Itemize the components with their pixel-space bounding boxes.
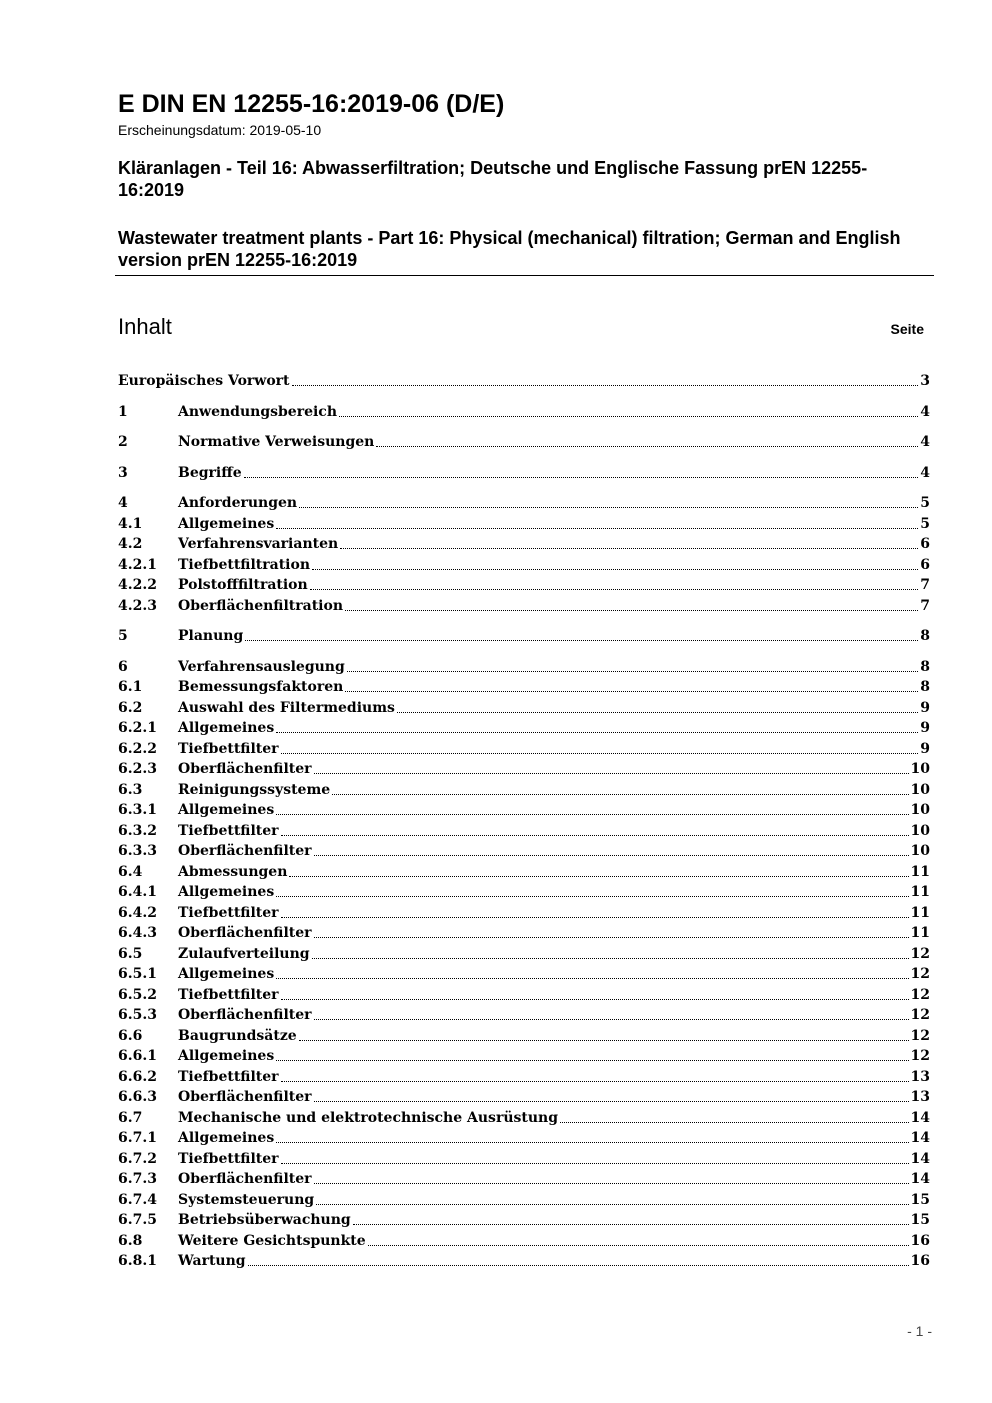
toc-entry[interactable] [118,554,930,574]
toc-entry-number: 6.6.1 [118,1048,157,1064]
toc-entry-title: Oberflächenfilter [178,1089,312,1105]
toc-dot-leader [276,978,908,979]
toc-entry[interactable] [118,697,930,717]
toc-entry-number: 6.6 [118,1027,143,1044]
toc-dot-leader [310,589,919,590]
toc-dot-leader [276,814,908,815]
toc-entry-page: 10 [910,802,930,818]
toc-entry-number: 6 [118,658,128,675]
toc-entry-page: 15 [910,1191,930,1208]
toc-entry-number: 6.4 [118,863,143,880]
toc-entry-page: 12 [910,1027,930,1044]
toc-entry-title: Allgemeines [178,884,275,900]
toc-entry-page: 12 [910,1007,930,1023]
toc-entry-title: Oberflächenfilter [178,1007,312,1023]
toc-entry-number: 6.5.3 [118,1007,157,1023]
toc-entry[interactable] [118,1107,930,1127]
toc-entry-title: Normative Verweisungen [178,434,375,450]
toc-entry-page: 12 [910,986,930,1003]
toc-dot-leader [314,937,909,938]
toc-entry-number: 4 [118,495,128,511]
toc-dot-leader [248,1265,909,1266]
toc-dot-leader [560,1122,909,1123]
toc-entry[interactable] [118,513,930,533]
toc-entry[interactable] [118,840,930,860]
toc-entry-title: Tiefbettfilter [178,822,279,839]
toc-dot-leader [368,1245,909,1246]
toc-dot-leader [345,610,918,611]
toc-entry[interactable] [118,625,930,645]
toc-entry-number: 5 [118,628,128,644]
toc-entry-page: 12 [910,1048,930,1064]
toc-entry-number: 4.2.2 [118,577,157,593]
toc-entry-number: 4.1 [118,515,143,532]
toc-entry-number: 6.5.1 [118,966,157,982]
title-divider [115,275,934,276]
toc-entry-number: 6.6.3 [118,1089,157,1105]
toc-entry-title: Betriebsüberwachung [178,1212,351,1228]
toc-entry[interactable] [118,820,930,840]
toc-entry-title: Reinigungssysteme [178,781,331,798]
toc-dot-leader [299,1040,909,1041]
toc-entry-number: 4.2 [118,536,143,552]
toc-entry-number: 3 [118,464,128,481]
toc-dot-leader [339,416,918,417]
toc-entry[interactable] [118,943,930,963]
toc-entry-page: 10 [910,843,930,859]
toc-entry-number: 6.4.2 [118,904,157,921]
toc-dot-leader [376,446,918,447]
toc-entry[interactable] [118,902,930,922]
toc-entry-title: Allgemeines [178,1130,275,1146]
toc-dot-leader [314,1101,909,1102]
toc-entry[interactable] [118,738,930,758]
toc-entry[interactable] [118,1127,930,1147]
publication-date: Erscheinungsdatum: 2019-05-10 [118,122,322,138]
toc-entry[interactable] [118,963,930,983]
toc-entry-page: 8 [920,679,930,695]
title-english: Wastewater treatment plants - Part 16: Physical (mechanical) filtration; German and English version prEN 12255-16:2019 [118,228,901,270]
toc-entry-page: 4 [920,403,930,420]
toc-entry-title: Allgemeines [178,720,275,736]
toc-entry-title: Planung [178,628,244,644]
toc-dot-leader [316,1204,908,1205]
toc-entry-page: 7 [920,577,930,593]
toc-entry-number: 6.7.3 [118,1171,157,1187]
toc-entry[interactable] [118,574,930,594]
toc-entry[interactable] [118,799,930,819]
toc-entry[interactable] [118,717,930,737]
toc-entry[interactable] [118,779,930,799]
toc-entry-number: 6.3.1 [118,802,157,818]
toc-entry-number: 1 [118,403,128,420]
toc-entry-page: 13 [910,1068,930,1085]
toc-entry-page: 3 [920,373,930,389]
toc-entry[interactable] [118,922,930,942]
toc-dot-leader [281,1163,909,1164]
toc-entry-title: Allgemeines [178,515,275,532]
toc-dot-leader [289,876,908,877]
toc-entry[interactable] [118,984,930,1004]
toc-entry-title: Tiefbettfilter [178,740,279,757]
page-number: - 1 - [907,1323,932,1339]
toc-entry-number: 6.2 [118,699,143,716]
toc-entry-title: Oberflächenfilter [178,925,312,941]
toc-entry-number: 6.7 [118,1109,143,1126]
toc-entry-title: Anwendungsbereich [178,403,337,420]
toc-entry-page: 9 [920,720,930,736]
toc-entry[interactable] [118,1045,930,1065]
toc-entry-title: Tiefbettfilter [178,1068,279,1085]
toc-entry-page: 14 [910,1171,930,1187]
toc-entry-number: 6.5 [118,945,143,962]
toc-entry-page: 4 [920,434,930,450]
toc-entry[interactable] [118,758,930,778]
toc-entry[interactable] [118,492,930,512]
document-id: E DIN EN 12255-16:2019-06 (D/E) [118,90,505,118]
toc-entry-number: 6.2.2 [118,740,157,757]
toc-entry-title: Baugrundsätze [178,1027,297,1044]
toc-dot-leader [314,1019,909,1020]
toc-entry-page: 14 [910,1150,930,1167]
toc-entry[interactable] [118,861,930,881]
toc-entry-title: Oberflächenfilter [178,843,312,859]
toc-entry-page: 16 [910,1232,930,1249]
toc-entry-title: Auswahl des Filtermediums [178,699,395,716]
toc-entry-page: 12 [910,966,930,982]
toc-entry-number: 6.8.1 [118,1253,157,1269]
toc-dot-leader [281,753,919,754]
toc-entry-title: Tiefbettfilter [178,986,279,1003]
toc-heading: Inhalt [118,314,172,339]
toc-entry-title: Abmessungen [178,863,288,880]
toc-dot-leader [299,507,918,508]
toc-entry-number: 6.4.1 [118,884,157,900]
toc-entry-title: Verfahrensauslegung [178,658,345,675]
toc-dot-leader [314,773,909,774]
toc-entry-page: 10 [910,781,930,798]
toc-entry-title: Tiefbettfiltration [178,556,311,573]
toc-entry-page: 11 [910,904,930,921]
toc-dot-leader [281,1081,909,1082]
toc-entry[interactable] [118,1230,930,1250]
toc-entry-number: 6.7.2 [118,1150,157,1167]
toc-entry[interactable] [118,1168,930,1188]
toc-entry-title: Bemessungsfaktoren [178,679,344,695]
toc-entry-page: 13 [910,1089,930,1105]
toc-entry-page: 5 [920,515,930,532]
toc-dot-leader [276,528,918,529]
toc-entry[interactable] [118,1066,930,1086]
toc-entry[interactable] [118,1250,930,1270]
toc-entry-number: 6.5.2 [118,986,157,1003]
toc-entry-page: 14 [910,1109,930,1126]
toc-dot-leader [276,896,908,897]
toc-dot-leader [312,958,909,959]
toc-entry[interactable] [118,370,930,390]
toc-entry[interactable] [118,1189,930,1209]
toc-entry[interactable] [118,656,930,676]
toc-entry-title: Wartung [178,1253,246,1269]
toc-entry[interactable] [118,533,930,553]
toc-entry[interactable] [118,431,930,451]
toc-dot-leader [314,855,909,856]
toc-entry-page: 6 [920,536,930,552]
toc-dot-leader [281,917,909,918]
toc-entry-number: 6.7.1 [118,1130,157,1146]
toc-entry-title: Allgemeines [178,1048,275,1064]
toc-entry-title: Systemsteuerung [178,1191,315,1208]
toc-page-column-label: Seite [890,321,924,337]
toc-entry-title: Zulaufverteilung [178,945,310,962]
toc-entry[interactable] [118,595,930,615]
toc-entry-page: 10 [910,761,930,777]
toc-entry-title: Tiefbettfilter [178,904,279,921]
toc-entry-page: 14 [910,1130,930,1146]
toc-entry-page: 9 [920,699,930,716]
toc-entry-number: 6.1 [118,679,143,695]
toc-entry-number: 6.3.2 [118,822,157,839]
toc-dot-leader [244,477,919,478]
toc-dot-leader [340,548,918,549]
toc-entry[interactable] [118,676,930,696]
toc-entry[interactable] [118,401,930,421]
toc-entry-title: Begriffe [178,464,242,481]
toc-entry-number: 6.8 [118,1232,143,1249]
toc-entry-number: 2 [118,434,128,450]
toc-dot-leader [281,999,909,1000]
toc-entry[interactable] [118,1025,930,1045]
toc-entry-page: 11 [910,925,930,941]
toc-entry-number: 6.3.3 [118,843,157,859]
toc-dot-leader [353,1224,909,1225]
toc-entry[interactable] [118,462,930,482]
toc-entry-title: Mechanische und elektrotechnische Ausrüstung [178,1109,558,1126]
toc-dot-leader [276,1060,908,1061]
toc-dot-leader [332,794,908,795]
toc-entry-page: 12 [910,945,930,962]
toc-entry-number: 6.7.5 [118,1212,157,1228]
toc-dot-leader [245,640,918,641]
toc-entry-title: Verfahrensvarianten [178,536,339,552]
toc-entry-title: Oberflächenfilter [178,761,312,777]
toc-entry-title: Oberflächenfilter [178,1171,312,1187]
toc-entry-page: 11 [910,863,930,880]
toc-dot-leader [276,1142,908,1143]
toc-entry-number: 6.2.1 [118,720,157,736]
toc-entry-title: Allgemeines [178,966,275,982]
toc-entry-number: 6.6.2 [118,1068,157,1085]
toc-entry-page: 15 [910,1212,930,1228]
toc-entry-page: 11 [910,884,930,900]
toc-entry-title: Europäisches Vorwort [118,373,290,389]
toc-entry[interactable] [118,1004,930,1024]
toc-dot-leader [292,385,919,386]
toc-entry-page: 6 [920,556,930,573]
toc-entry[interactable] [118,1209,930,1229]
toc-dot-leader [345,691,918,692]
toc-entry-page: 16 [910,1253,930,1269]
toc-entry-number: 4.2.3 [118,597,157,614]
toc-entry-page: 9 [920,740,930,757]
toc-entry-page: 5 [920,495,930,511]
toc-entry-page: 10 [910,822,930,839]
toc-entry-title: Polstofffiltration [178,577,308,593]
toc-entry-page: 8 [920,628,930,644]
toc-dot-leader [276,732,918,733]
toc-entry-number: 6.4.3 [118,925,157,941]
toc-entry-number: 6.7.4 [118,1191,157,1208]
toc-dot-leader [347,671,918,672]
toc-entry-title: Anforderungen [178,495,298,511]
toc-entry-number: 4.2.1 [118,556,157,573]
toc-entry-title: Weitere Gesichtspunkte [178,1232,366,1249]
toc-entry-title: Oberflächenfiltration [178,597,344,614]
toc-dot-leader [281,835,909,836]
toc-entry[interactable] [118,1148,930,1168]
toc-dot-leader [397,712,918,713]
toc-dot-leader [314,1183,909,1184]
toc-entry-title: Allgemeines [178,802,275,818]
toc-entry[interactable] [118,1086,930,1106]
toc-entry-number: 6.2.3 [118,761,157,777]
toc-dot-leader [312,569,918,570]
toc-entry-number: 6.3 [118,781,143,798]
toc-entry-page: 4 [920,464,930,481]
title-german: Kläranlagen - Teil 16: Abwasserfiltration; Deutsche und Englische Fassung prEN 12255-16:2019 [118,158,868,200]
toc-entry-page: 8 [920,658,930,675]
toc-entry-page: 7 [920,597,930,614]
toc-entry[interactable] [118,881,930,901]
toc-entry-title: Tiefbettfilter [178,1150,279,1167]
